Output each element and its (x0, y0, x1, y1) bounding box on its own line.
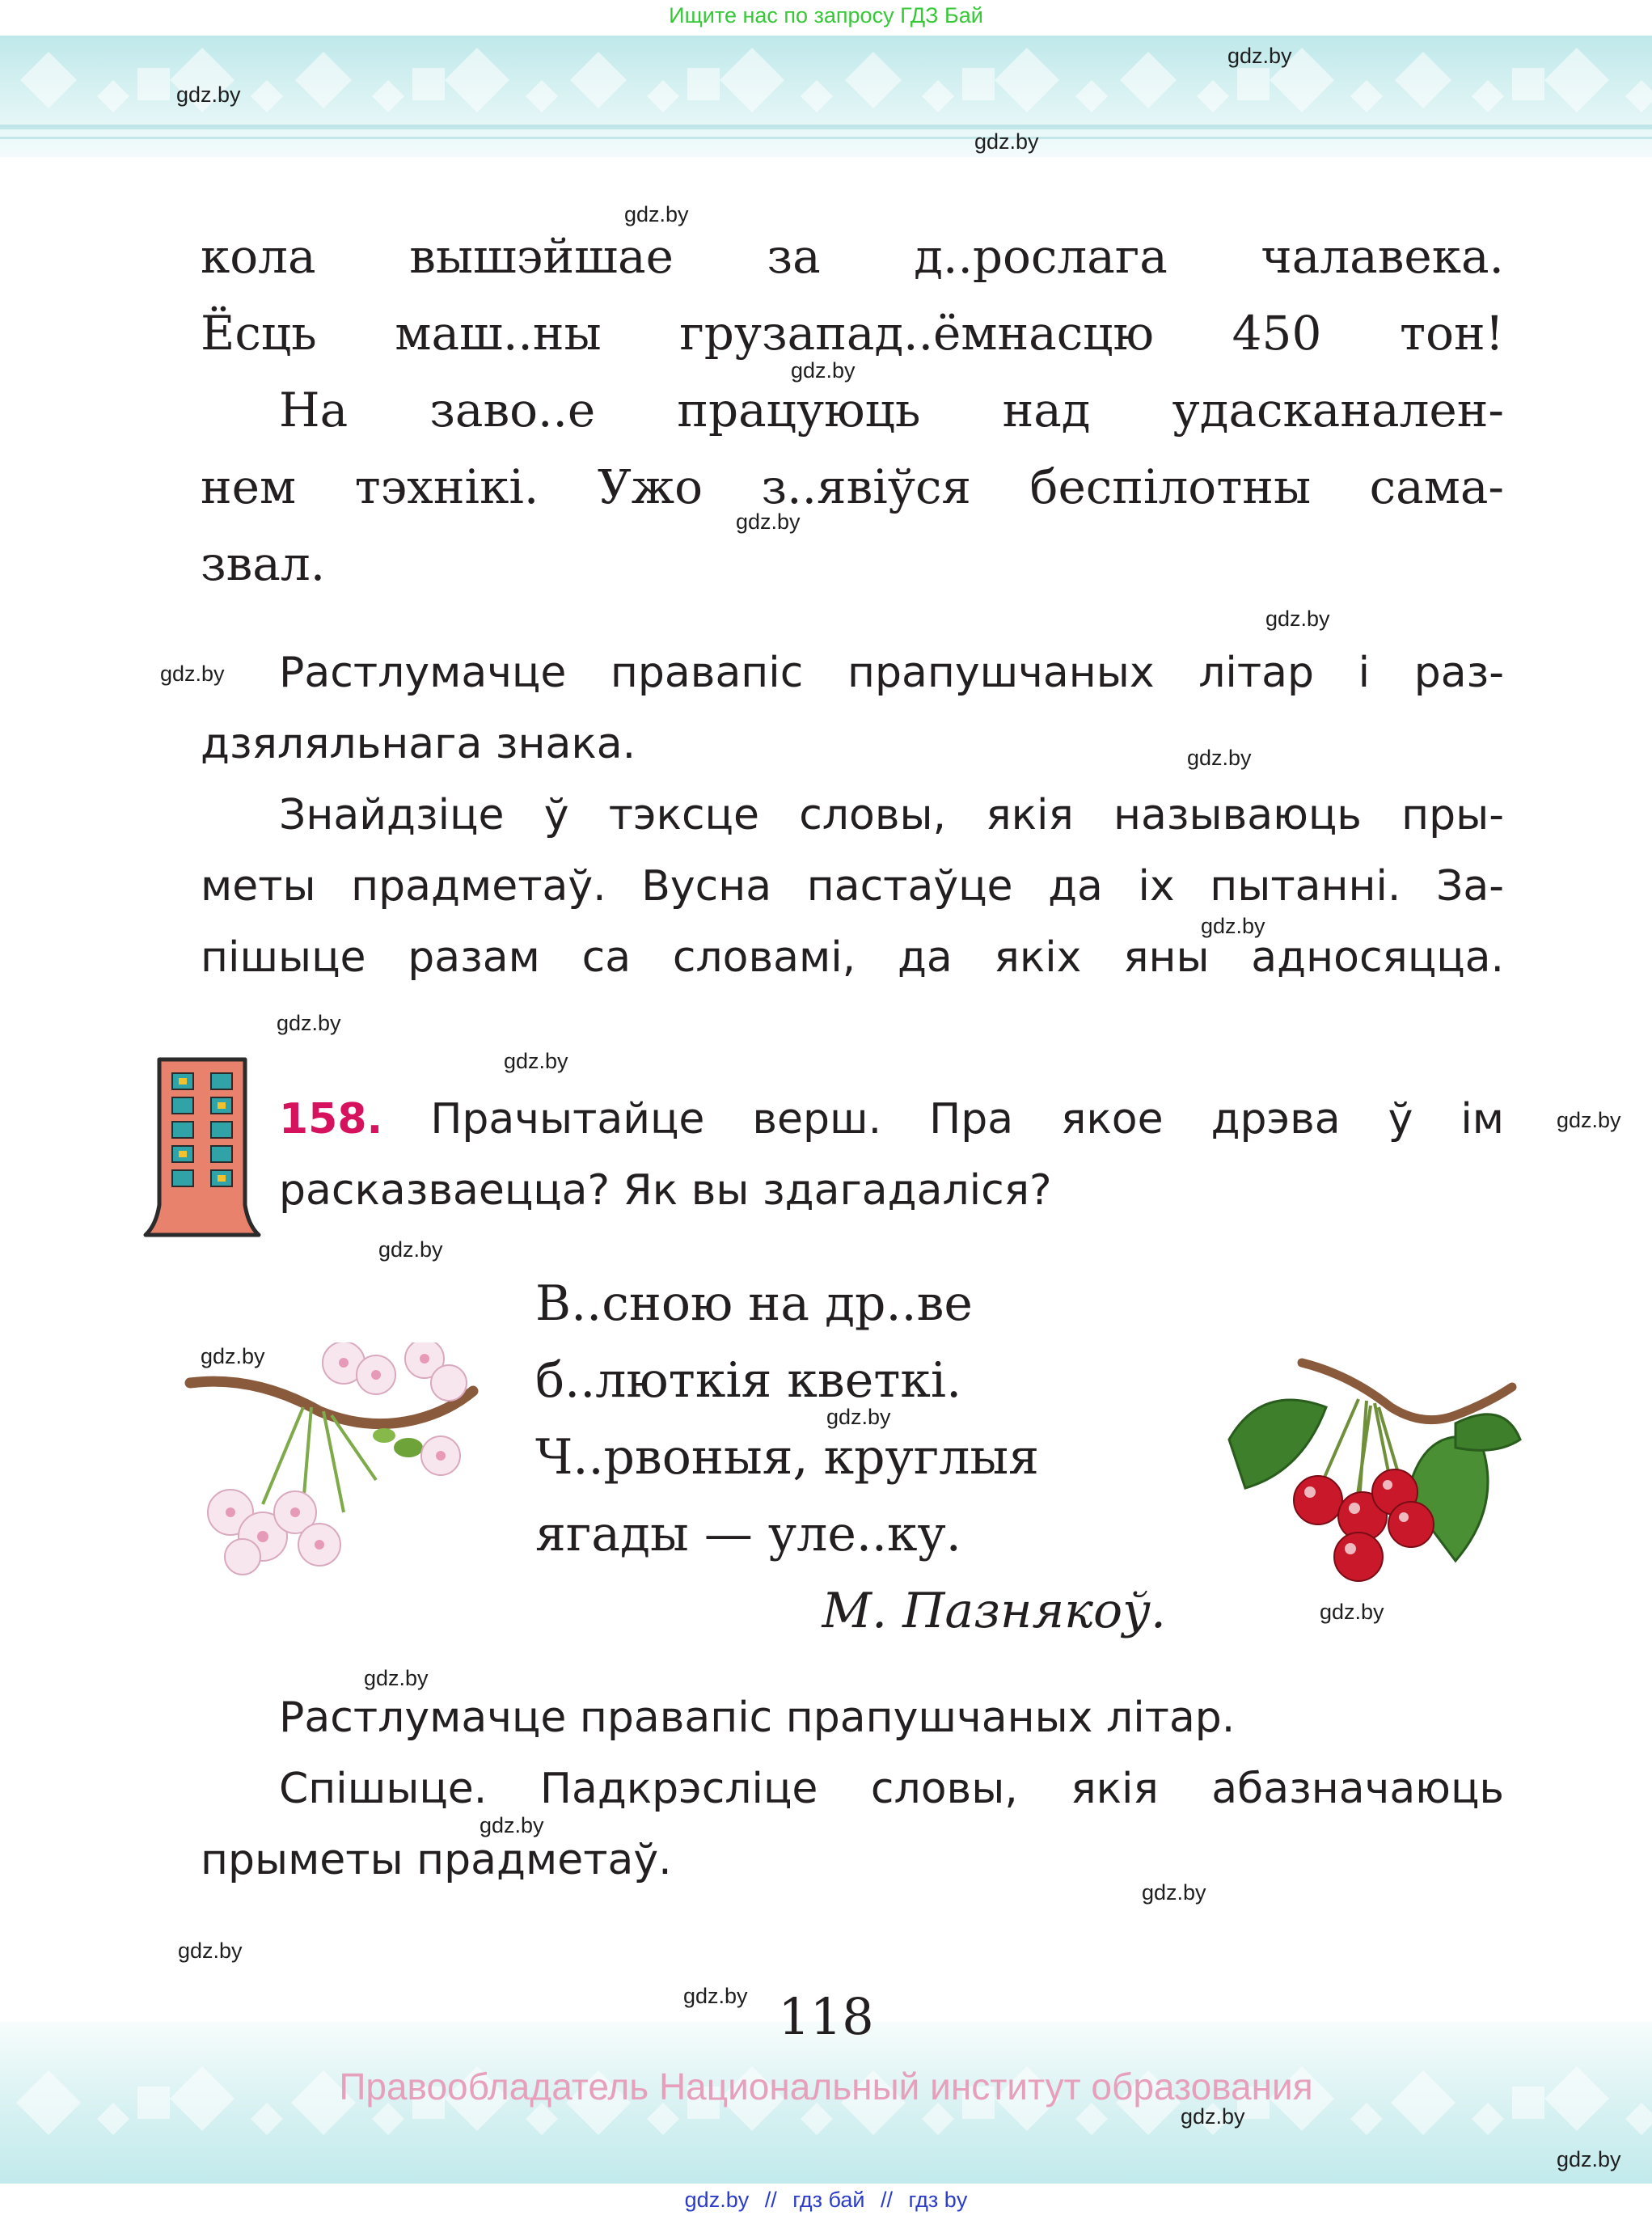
exercise-number: 158. (279, 1095, 383, 1144)
task-line: прыметы прадметаў. (201, 1836, 672, 1884)
watermark: gdz.by (178, 1939, 243, 1963)
exercise-heading: 158. Прачытайце верш. Пра якое дрэва ў ім (279, 1095, 1505, 1144)
house-marker-icon (142, 1055, 263, 1241)
task-line: Спішыце. Падкрэсліце словы, якія абазначаюць (279, 1765, 1504, 1813)
task-line: меты прадметаў. Вусна пастаўце да іх пытанні. За- (201, 862, 1504, 911)
watermark: gdz.by (176, 82, 241, 107)
poem-line: Ч..рвоныя, круглыя (535, 1429, 1039, 1486)
watermark: gdz.by (504, 1049, 568, 1073)
text-line: звал. (201, 536, 326, 591)
poem-line: б..люткія кветкі. (535, 1352, 962, 1409)
watermark: gdz.by (791, 358, 856, 383)
watermark: gdz.by (1557, 2147, 1621, 2171)
exercise-heading-line2: расказваецца? Як вы здагадаліся? (279, 1166, 1052, 1215)
rights-holder: Правообладатель Национальный институт образования (339, 2065, 1313, 2108)
watermark: gdz.by (1187, 746, 1252, 770)
task-line: Знайдзіце ў тэксце словы, якія называюць пры- (279, 791, 1504, 839)
text-line: Ёсць маш..ны грузапад..ёмнасцю 450 тон! (201, 306, 1504, 361)
blossom-branch-image (182, 1342, 489, 1585)
task-line: пішыце разам са словамі, да якіх яны адносяцца. (201, 933, 1504, 982)
task-line: Растлумачце правапіс прапушчаных літар і раз- (279, 649, 1504, 697)
watermark: gdz.by (201, 1344, 265, 1368)
watermark: gdz.by (624, 202, 689, 226)
watermark: gdz.by (826, 1405, 891, 1429)
watermark: gdz.by (736, 509, 801, 534)
poem-line: ягады — уле..ку. (535, 1506, 961, 1562)
task-line: Растлумачце правапіс прапушчаных літар. (279, 1693, 1236, 1742)
watermark: gdz.by (1201, 914, 1265, 938)
footer-separator: // (881, 2188, 894, 2212)
search-hint[interactable]: Ищите нас по запросу ГДЗ Бай (669, 3, 983, 27)
poem-line: В..сною на др..ве (535, 1275, 973, 1332)
text-line: На заво..е працуюць над удасканален- (279, 383, 1504, 438)
watermark: gdz.by (974, 129, 1039, 154)
footer-separator: // (764, 2188, 777, 2212)
watermark: gdz.by (1181, 2104, 1245, 2129)
footer-links (0, 2188, 1652, 2213)
poem (535, 1266, 1182, 1650)
watermark: gdz.by (277, 1011, 341, 1035)
watermark: gdz.by (1557, 1108, 1621, 1132)
text-line: кола вышэйшае за д..рослага чалавека. (201, 229, 1504, 284)
top-ornament-band (0, 36, 1652, 157)
task-line: дзяляльнага знака. (201, 720, 636, 768)
cherry-branch-image (1213, 1351, 1528, 1601)
watermark: gdz.by (1265, 607, 1330, 631)
watermark: gdz.by (480, 1813, 544, 1837)
page-number: 118 (778, 1987, 874, 2046)
watermark: gdz.by (683, 1984, 748, 2008)
watermark: gdz.by (160, 662, 225, 686)
watermark: gdz.by (1142, 1880, 1206, 1905)
footer-link[interactable]: gdz.by (684, 2188, 750, 2212)
watermark: gdz.by (1320, 1600, 1384, 1624)
poem-author: М. Пазнякоў. (822, 1583, 1166, 1639)
footer-link[interactable]: гдз by (908, 2188, 968, 2212)
watermark: gdz.by (1227, 44, 1292, 68)
watermark: gdz.by (364, 1666, 429, 1690)
watermark: gdz.by (378, 1237, 443, 1262)
footer-link[interactable]: гдз бай (792, 2188, 865, 2212)
text-line: нем тэхнікі. Ужо з..явіўся беспілотны сама- (201, 459, 1504, 514)
